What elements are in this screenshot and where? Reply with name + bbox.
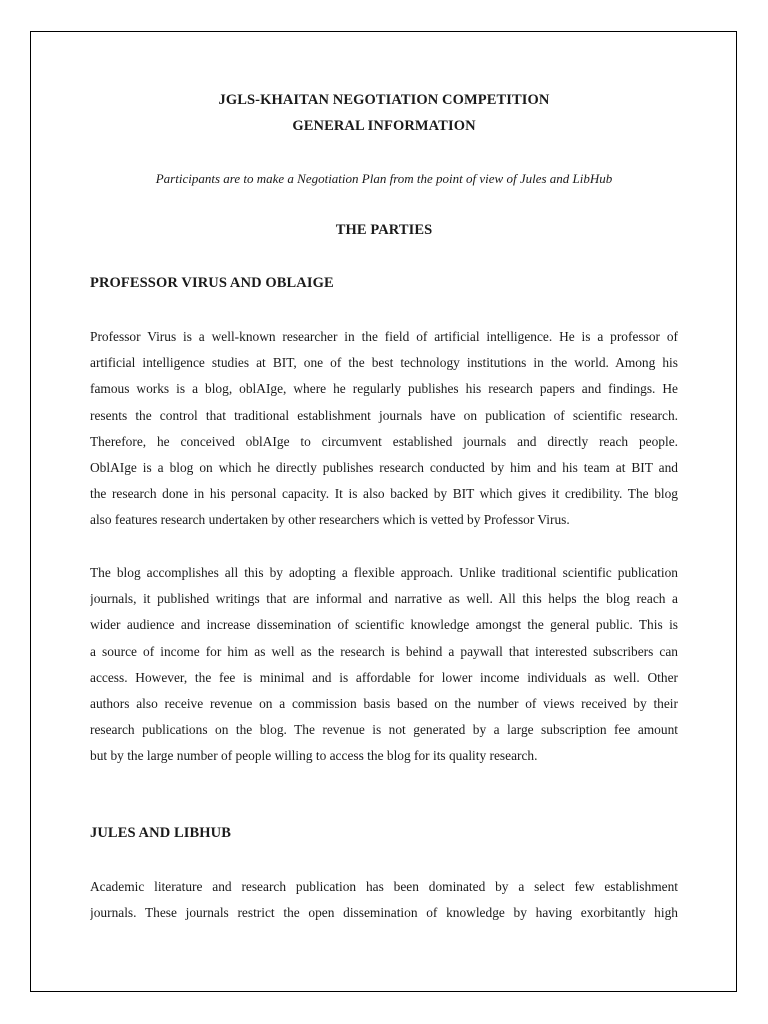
paragraph-academic-literature xyxy=(90,874,678,926)
text-line: journals. These journals restrict the open dissemination of knowledge by having exorbitantly high xyxy=(90,905,678,921)
text-line: research publications on the blog. The revenue is not generated by a large subscription fee amount xyxy=(90,722,678,738)
text-line: access. However, the fee is minimal and is affordable for lower income individuals as well. Other xyxy=(90,669,678,685)
text-line: Therefore, he conceived oblAIge to circumvent established journals and directly reach people. xyxy=(90,433,678,449)
text-line: also features research undertaken by other researchers which is vetted by Professor Virus. xyxy=(90,512,570,528)
paragraph-professor-virus-intro xyxy=(90,324,678,534)
text-line: but by the large number of people willing to access the blog for its quality research. xyxy=(90,748,538,764)
text-line: authors also receive revenue on a commission basis based on the number of views received by their xyxy=(90,695,678,711)
text-line: The blog accomplishes all this by adopting a flexible approach. Unlike traditional scientific publication xyxy=(90,565,678,580)
text-line: Professor Virus is a well-known researcher in the field of artificial intelligence. He is a professor of xyxy=(90,329,678,344)
text-line: wider audience and increase dissemination of scientific knowledge amongst the general public. This is xyxy=(90,617,678,633)
text-line: OblAIge is a blog on which he directly publishes research conducted by him and his team at BIT and xyxy=(90,459,678,475)
text-line: resents the control that traditional establishment journals have on publication of scientific research. xyxy=(90,407,678,423)
text-line: a source of income for him as well as the research is behind a paywall that interested subscribers can xyxy=(90,643,678,659)
text-line: Academic literature and research publication has been dominated by a select few establishment xyxy=(90,879,678,894)
paragraph-blog-approach xyxy=(90,560,678,770)
text-line: journals, it published writings that are informal and narrative as well. All this helps the blog reach a xyxy=(90,591,678,607)
document-title-line-1: JGLS-KHAITAN NEGOTIATION COMPETITION xyxy=(218,92,550,108)
participant-instruction: Participants are to make a Negotiation Plan from the point of view of Jules and LibHub xyxy=(155,171,613,186)
text-line: the research done in his personal capacity. It is also backed by BIT which gives it credibility. The blog xyxy=(90,486,678,502)
text-line: famous works is a blog, oblAIge, where he regularly publishes his research papers and findings. He xyxy=(90,381,678,397)
text-line: artificial intelligence studies at BIT, one of the best technology institutions in the world. Among his xyxy=(90,355,678,371)
heading-jules-and-libhub: JULES AND LIBHUB xyxy=(90,825,231,841)
heading-professor-virus-and-oblaige: PROFESSOR VIRUS AND OBLAIGE xyxy=(90,275,334,291)
document-title-line-2: GENERAL INFORMATION xyxy=(292,118,476,134)
section-title-the-parties: THE PARTIES xyxy=(335,222,433,238)
